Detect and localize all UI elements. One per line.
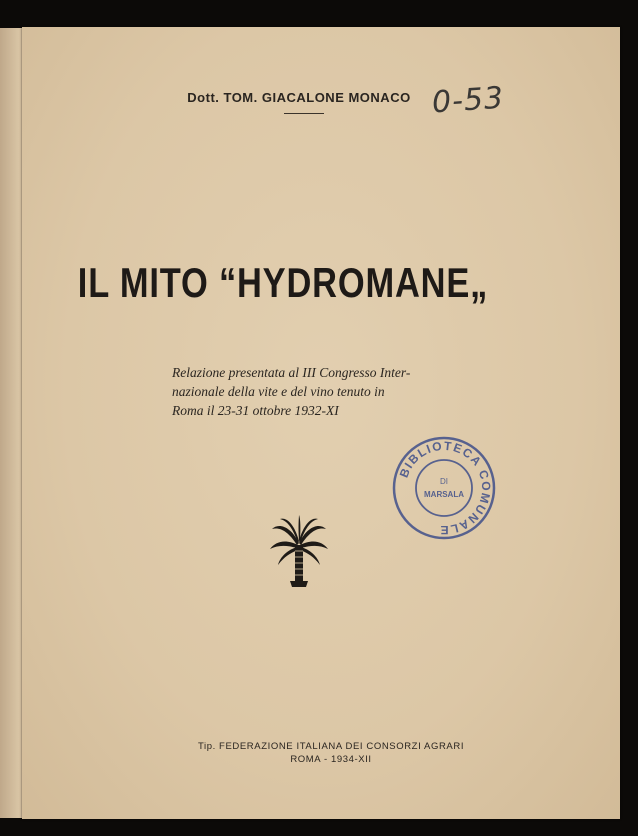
library-stamp (391, 435, 497, 541)
author-line: Dott. TOM. GIACALONE MONACO (187, 90, 411, 105)
handwritten-shelfmark: 0-53 (430, 80, 506, 121)
printer-imprint (32, 740, 630, 766)
stamp-ring-text: BIBLIOTECA COMUNALE (396, 438, 494, 538)
subtitle-line: Relazione presentata al III Congresso Inter- (172, 365, 411, 380)
svg-text:BIBLIOTECA COMUNALE (397, 439, 493, 537)
subtitle-block (172, 363, 472, 420)
palm-tree-emblem (270, 515, 328, 589)
document-title: IL MITO “HYDROMANE„ (77, 259, 489, 306)
subtitle-line: Roma il 23-31 ottobre 1932-XI (172, 403, 339, 418)
title-page (22, 27, 620, 819)
stamp-center-bottom: MARSALA (424, 490, 464, 499)
author-underline (284, 113, 324, 114)
printer-line: ROMA - 1934-XII (290, 754, 372, 765)
subtitle-line: nazionale della vite e del vino tenuto in (172, 384, 385, 399)
stamp-center-top: DI (440, 477, 448, 486)
printer-line: Tip. FEDERAZIONE ITALIANA DEI CONSORZI AGRARI (197, 741, 465, 752)
